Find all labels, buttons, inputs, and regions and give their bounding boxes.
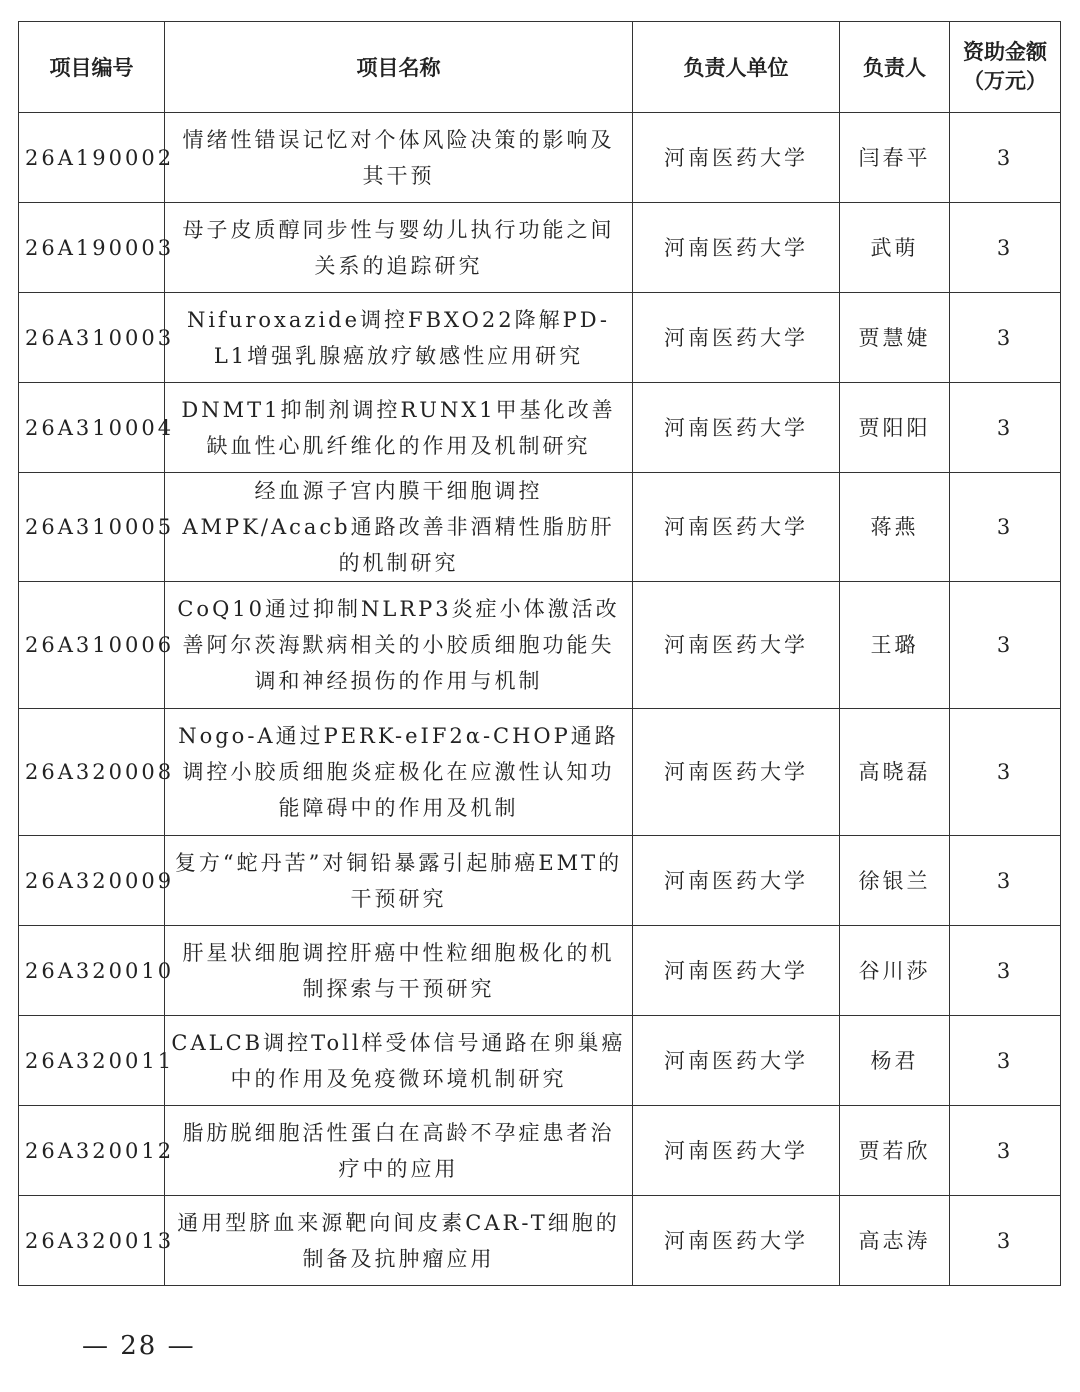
project-title: 脂肪脱细胞活性蛋白在高龄不孕症患者治疗中的应用 [165,1106,633,1196]
project-title: 经血源子宫内膜干细胞调控AMPK/Acacb通路改善非酒精性脂肪肝的机制研究 [165,473,633,582]
project-amount: 3 [950,1016,1061,1106]
header-project-title: 项目名称 [165,22,633,113]
header-project-code: 项目编号 [19,22,165,113]
header-amount-line2: （万元） [963,69,1047,93]
project-code: 26A320011 [19,1016,165,1106]
project-unit: 河南医药大学 [633,473,840,582]
project-code: 26A320008 [19,709,165,836]
table-row [19,1106,1061,1196]
project-title: Nifuroxazide调控FBXO22降解PD-L1增强乳腺癌放疗敏感性应用研究 [165,293,633,383]
project-code: 26A310006 [19,582,165,709]
project-code: 26A320010 [19,926,165,1016]
project-person: 王璐 [840,582,950,709]
project-unit: 河南医药大学 [633,1016,840,1106]
table-row [19,709,1061,836]
project-person: 武萌 [840,203,950,293]
project-person: 蒋燕 [840,473,950,582]
project-unit: 河南医药大学 [633,709,840,836]
table-row [19,113,1061,203]
page-number: — 28 — [82,1331,196,1361]
project-unit: 河南医药大学 [633,383,840,473]
project-person: 谷川莎 [840,926,950,1016]
project-amount: 3 [950,113,1061,203]
project-amount: 3 [950,293,1061,383]
project-unit: 河南医药大学 [633,293,840,383]
project-unit: 河南医药大学 [633,926,840,1016]
table-row [19,473,1061,582]
project-person: 贾慧婕 [840,293,950,383]
project-title: DNMT1抑制剂调控RUNX1甲基化改善缺血性心肌纤维化的作用及机制研究 [165,383,633,473]
project-unit: 河南医药大学 [633,836,840,926]
project-person: 贾若欣 [840,1106,950,1196]
project-person: 闫春平 [840,113,950,203]
project-person: 徐银兰 [840,836,950,926]
project-amount: 3 [950,582,1061,709]
project-title: 情绪性错误记忆对个体风险决策的影响及其干预 [165,113,633,203]
project-title: Nogo-A通过PERK-eIF2α-CHOP通路调控小胶质细胞炎症极化在应激性认知功能障碍中的作用及机制 [165,709,633,836]
project-code: 26A310004 [19,383,165,473]
project-amount: 3 [950,926,1061,1016]
header-amount-line1: 资助金额 [963,40,1047,64]
project-amount: 3 [950,383,1061,473]
table-row [19,203,1061,293]
table-row [19,836,1061,926]
project-unit: 河南医药大学 [633,113,840,203]
project-amount: 3 [950,836,1061,926]
project-title: CALCB调控Toll样受体信号通路在卵巢癌中的作用及免疫微环境机制研究 [165,1016,633,1106]
header-unit: 负责人单位 [633,22,840,113]
project-amount: 3 [950,203,1061,293]
project-person: 杨君 [840,1016,950,1106]
table-row [19,293,1061,383]
project-unit: 河南医药大学 [633,582,840,709]
project-code: 26A320009 [19,836,165,926]
project-code: 26A190003 [19,203,165,293]
table-row [19,1016,1061,1106]
project-unit: 河南医药大学 [633,1196,840,1286]
project-amount: 3 [950,709,1061,836]
project-person: 贾阳阳 [840,383,950,473]
project-amount: 3 [950,1196,1061,1286]
grant-table [18,21,1061,1286]
project-unit: 河南医药大学 [633,203,840,293]
project-person: 高志涛 [840,1196,950,1286]
table-row [19,383,1061,473]
header-person: 负责人 [840,22,950,113]
project-code: 26A310003 [19,293,165,383]
project-code: 26A320013 [19,1196,165,1286]
project-unit: 河南医药大学 [633,1106,840,1196]
table-row [19,582,1061,709]
project-code: 26A190002 [19,113,165,203]
project-amount: 3 [950,473,1061,582]
project-code: 26A320012 [19,1106,165,1196]
project-title: 复方“蛇丹苦”对铜铅暴露引起肺癌EMT的干预研究 [165,836,633,926]
project-code: 26A310005 [19,473,165,582]
project-person: 高晓磊 [840,709,950,836]
project-title: CoQ10通过抑制NLRP3炎症小体激活改善阿尔茨海默病相关的小胶质细胞功能失调和神经损伤的作用与机制 [165,582,633,709]
table-row [19,1196,1061,1286]
header-amount [950,22,1061,113]
table-row [19,926,1061,1016]
project-title: 肝星状细胞调控肝癌中性粒细胞极化的机制探索与干预研究 [165,926,633,1016]
project-amount: 3 [950,1106,1061,1196]
project-title: 母子皮质醇同步性与婴幼儿执行功能之间关系的追踪研究 [165,203,633,293]
table-header-row [19,22,1061,113]
project-title: 通用型脐血来源靶向间皮素CAR-T细胞的制备及抗肿瘤应用 [165,1196,633,1286]
